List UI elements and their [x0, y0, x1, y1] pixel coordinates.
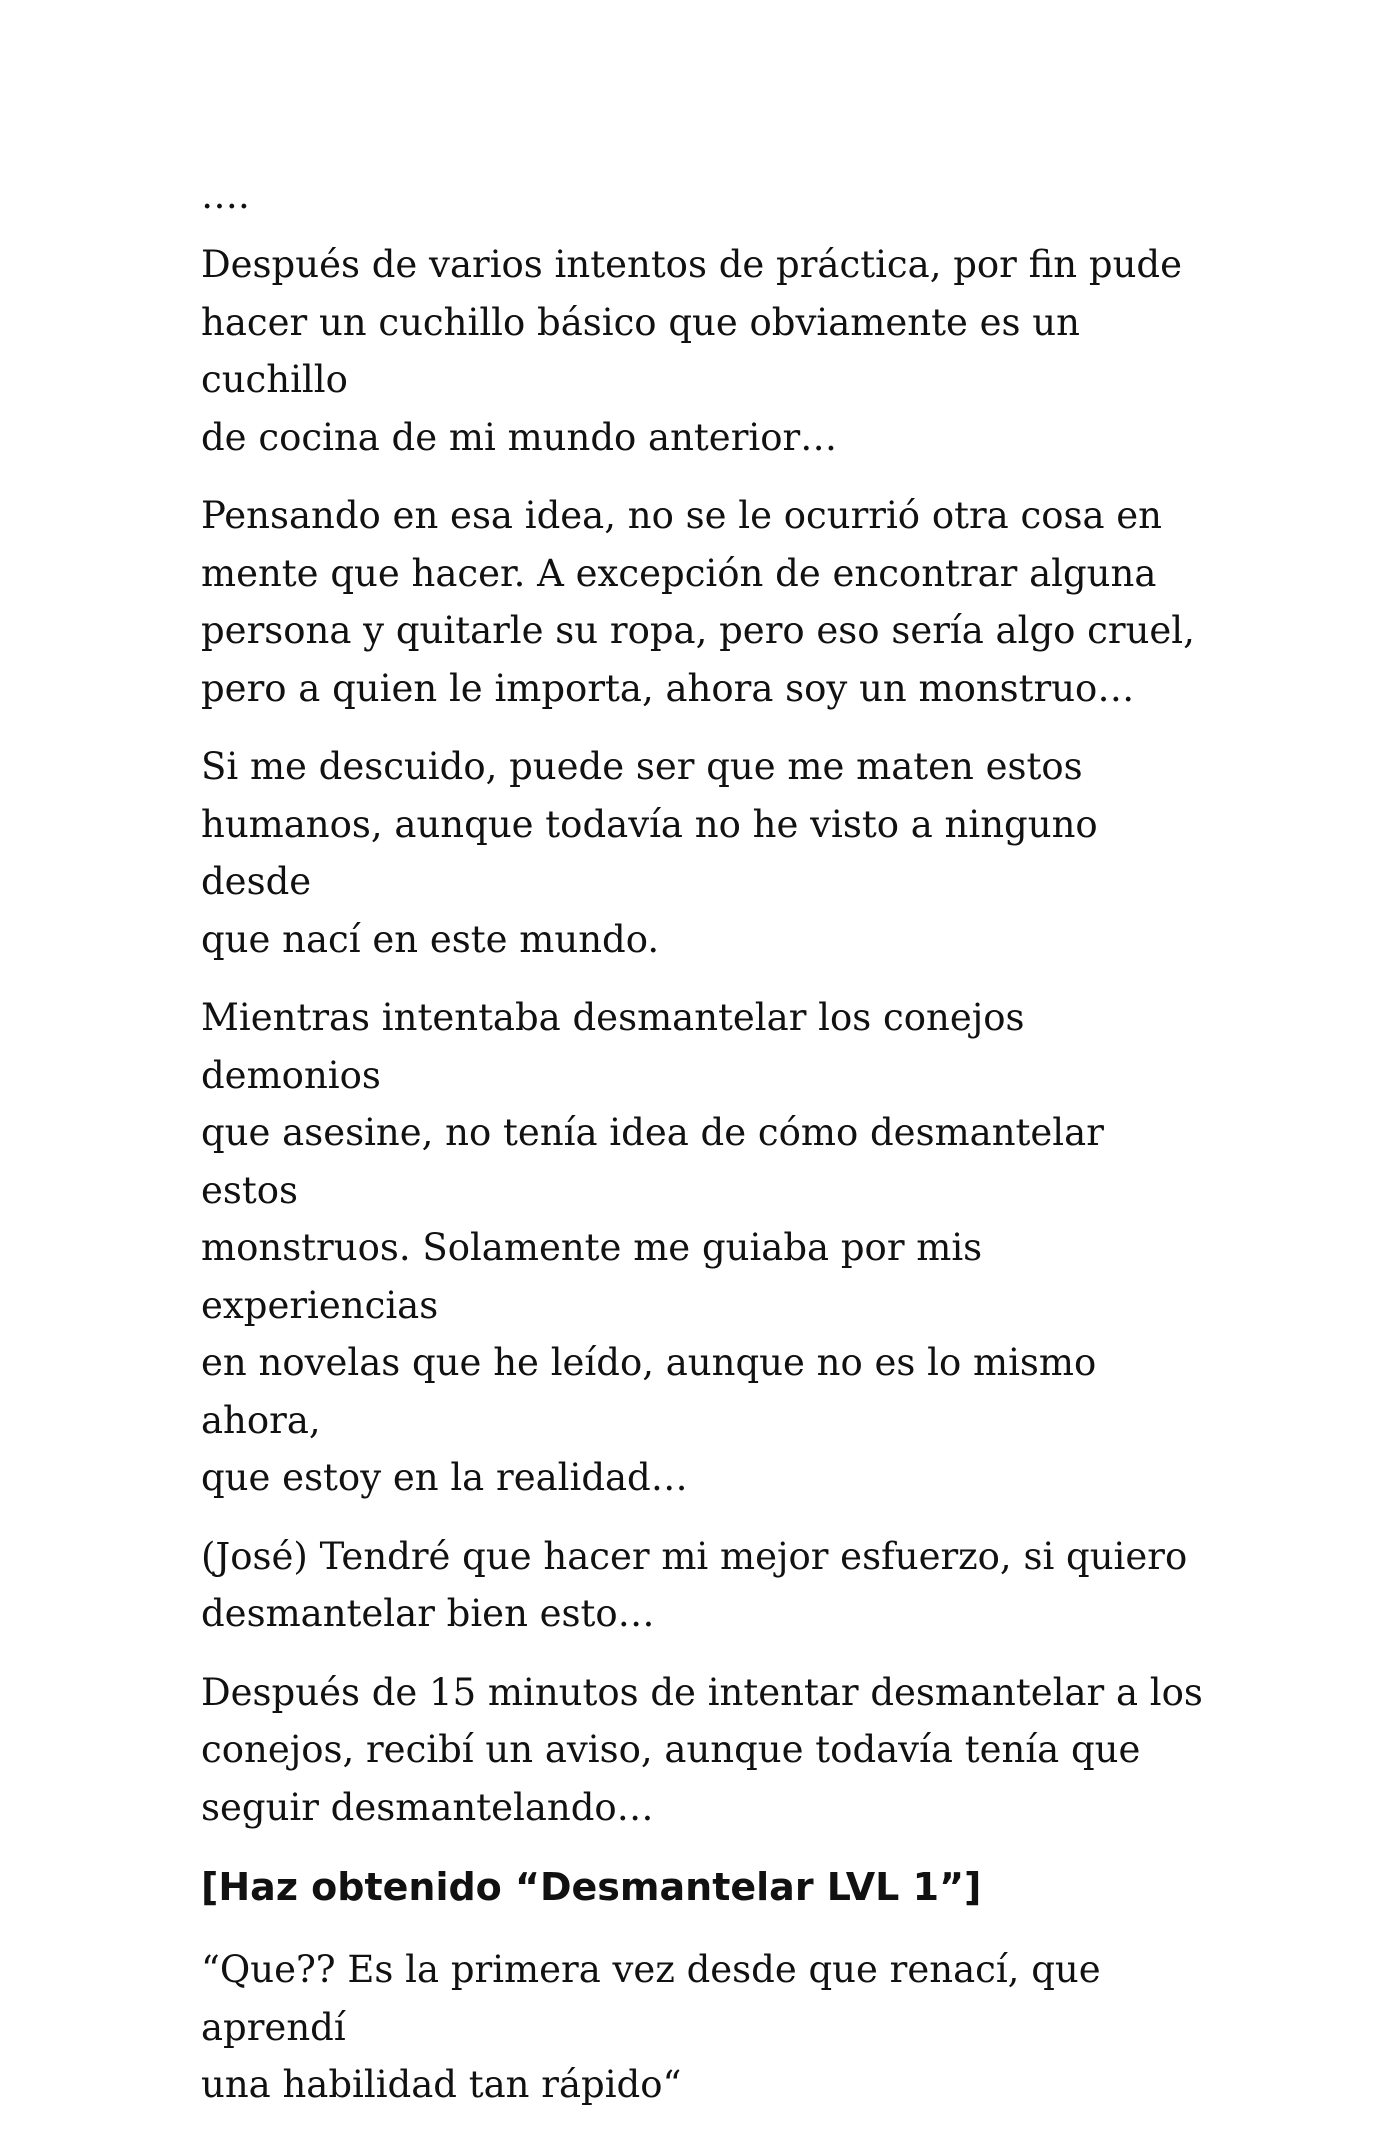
paragraph-1: Después de varios intentos de práctica, por fin pude hacer un cuchillo básico que obviamente es un cuchillo de cocina de mi mundo anterior…: [201, 243, 1182, 459]
paragraph-3: Si me descuido, puede ser que me maten estos humanos, aunque todavía no he visto a ninguno desde que nací en este mundo.: [201, 745, 1098, 961]
paragraph-6: Después de 15 minutos de intentar desmantelar a los conejos, recibí un aviso, aunque todavía tenía que seguir desmantelando…: [201, 1670, 1203, 1829]
closing-paragraph: “Que?? Es la primera vez desde que renací, que aprendí una habilidad tan rápido“: [201, 1948, 1101, 2106]
paragraph-4: Mientras intentaba desmantelar los conejos demonios que asesine, no tenía idea de cómo desmantelar estos monstruos. Solamente me guiaba por mis experiencias en novelas que he leído, aunque no es lo mismo ahora, que estoy en la realidad…: [201, 996, 1104, 1499]
document-page: [201, 176, 1211, 2135]
system-message: [Haz obtenido “Desmantelar LVL 1”]: [201, 1865, 982, 1909]
ellipsis-line: ….: [201, 174, 250, 217]
paragraph-2: Pensando en esa idea, no se le ocurrió otra cosa en mente que hacer. A excepción de encontrar alguna persona y quitarle su ropa, pero eso sería algo cruel, pero a quien le importa, ahora soy un monstruo…: [201, 494, 1195, 710]
paragraph-5: (José) Tendré que hacer mi mejor esfuerzo, si quiero desmantelar bien esto…: [201, 1534, 1188, 1635]
